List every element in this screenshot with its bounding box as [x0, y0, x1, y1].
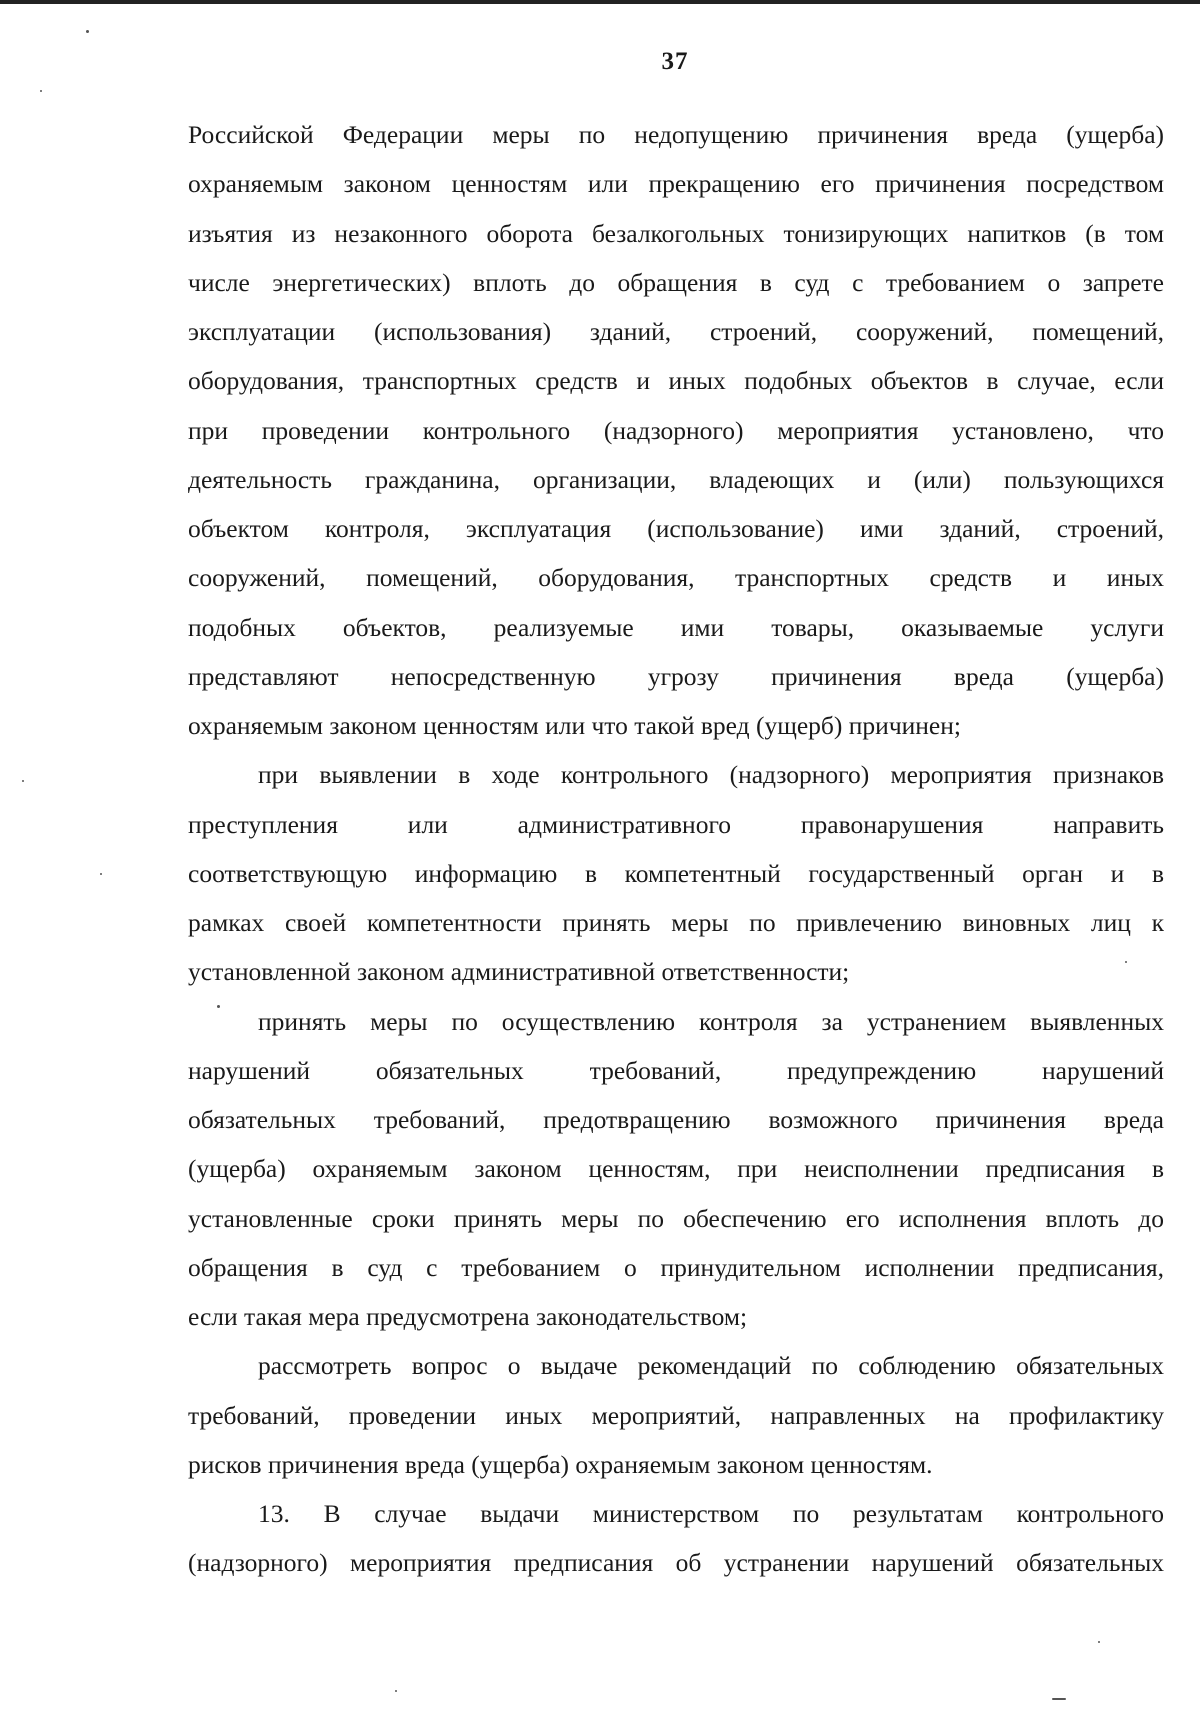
text-line: при проведении контрольного (надзорного) мероприятия установлено, что — [188, 415, 1164, 445]
text-line: преступления или административного правонарушения направить — [188, 809, 1164, 839]
text-line: объектом контроля, эксплуатация (использование) ими зданий, строений, — [188, 514, 1164, 543]
text-line: рисков причинения вреда (ущерба) охраняемым законом ценностям. — [188, 1449, 933, 1479]
text-line: установленной законом административной ответственности; — [188, 957, 850, 987]
scan-top-border — [0, 0, 1200, 4]
paragraph-start-line: 13. В случае выдачи министерством по результатам контрольного — [258, 1499, 1164, 1528]
text-line: оборудования, транспортных средств и иных подобных объектов в случае, если — [188, 366, 1164, 396]
document-body — [188, 110, 1164, 1588]
paragraph-start-line: принять меры по осуществлению контроля за устранением выявленных — [258, 1006, 1164, 1036]
scan-speck — [1052, 1698, 1066, 1700]
text-line: Российской Федерации меры по недопущению причинения вреда (ущерба) — [188, 120, 1164, 149]
paragraph-start-line: рассмотреть вопрос о выдаче рекомендаций по соблюдению обязательных — [258, 1351, 1164, 1381]
scan-speck — [86, 30, 89, 33]
scan-speck — [22, 780, 24, 782]
text-line: если такая мера предусмотрена законодательством; — [188, 1302, 748, 1331]
text-line: числе энергетических) вплоть до обращения в суд с требованием о запрете — [188, 267, 1164, 297]
text-line: обращения в суд с требованием о принудительном исполнении предписания, — [188, 1252, 1164, 1282]
text-line: представляют непосредственную угрозу причинения вреда (ущерба) — [188, 661, 1164, 691]
text-line: рамках своей компетентности принять меры по привлечению виновных лиц к — [188, 908, 1164, 937]
text-line: требований, проведении иных мероприятий, направленных на профилактику — [188, 1400, 1164, 1430]
text-line: (надзорного) мероприятия предписания об устранении нарушений обязательных — [188, 1548, 1164, 1578]
text-line: охраняемым законом ценностям или прекращению его причинения посредством — [188, 169, 1164, 199]
text-line: соответствующую информацию в компетентный государственный орган и в — [188, 858, 1164, 888]
text-line: изъятия из незаконного оборота безалкогольных тонизирующих напитков (в том — [188, 218, 1164, 248]
scan-speck — [1125, 961, 1127, 963]
scan-speck — [1098, 1641, 1100, 1643]
text-line: обязательных требований, предотвращению возможного причинения вреда — [188, 1105, 1164, 1134]
text-line: установленные сроки принять меры по обеспечению его исполнения вплоть до — [188, 1203, 1164, 1233]
scan-speck — [100, 873, 102, 875]
text-line: эксплуатации (использования) зданий, строений, сооружений, помещений, — [188, 317, 1164, 346]
scan-speck — [217, 1005, 220, 1008]
text-line: охраняемым законом ценностям или что такой вред (ущерб) причинен; — [188, 711, 961, 740]
scan-speck — [395, 1690, 397, 1692]
text-line: (ущерба) охраняемым законом ценностям, при неисполнении предписания в — [188, 1154, 1164, 1184]
text-line: нарушений обязательных требований, предупреждению нарушений — [188, 1055, 1164, 1085]
scan-speck — [40, 90, 42, 92]
text-line: подобных объектов, реализуемые ими товары, оказываемые услуги — [188, 612, 1164, 642]
page-number: 37 — [661, 48, 689, 75]
paragraph-start-line: при выявлении в ходе контрольного (надзорного) мероприятия признаков — [258, 760, 1164, 790]
text-line: сооружений, помещений, оборудования, транспортных средств и иных — [188, 563, 1164, 593]
text-line: деятельность гражданина, организации, владеющих и (или) пользующихся — [188, 464, 1164, 494]
